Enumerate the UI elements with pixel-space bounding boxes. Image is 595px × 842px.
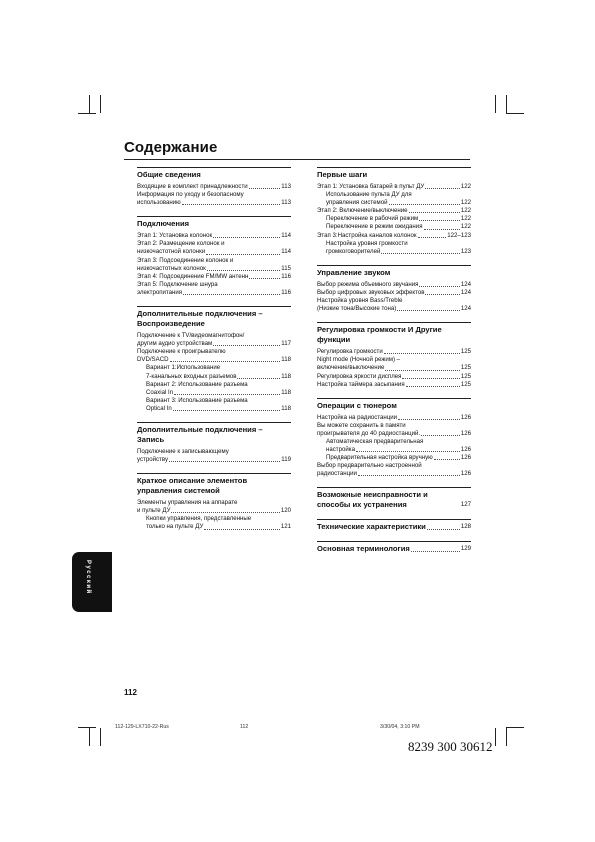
toc-entry-text: Входящие в комплект принадлежности	[137, 183, 248, 190]
toc-page-number: 129	[460, 545, 471, 553]
barcode-number: 8239 300 30612	[408, 739, 493, 754]
toc-section	[317, 487, 471, 510]
toc-entry	[137, 199, 291, 207]
leader-dots	[169, 461, 280, 462]
toc-entry-text: Этап 3:Настройка каналов колонок	[317, 231, 417, 239]
toc-section	[137, 473, 291, 531]
footer-date: 3/30/04, 3:10 PM	[380, 724, 420, 730]
toc-section	[317, 265, 471, 313]
toc-page-number: 124	[460, 305, 471, 313]
toc-entry-text: низкочастотной колонки	[137, 248, 206, 256]
toc-entry	[317, 281, 471, 289]
toc-entry	[137, 273, 291, 281]
toc-entry-text: устройству	[137, 456, 168, 464]
toc-page-number: 123	[460, 247, 471, 255]
leader-dots	[237, 378, 280, 379]
leader-dots	[249, 188, 281, 189]
toc-entry	[137, 265, 291, 273]
toc-entry	[137, 523, 291, 531]
toc-entry-text: радиостанции	[317, 470, 357, 478]
toc-heading-text: Возможные неисправности и способы их устранения	[317, 490, 428, 510]
toc-entry-text: Вы можете сохранить в памяти	[317, 421, 406, 429]
toc-entry-text: Вариант 2: Использование разъема	[146, 380, 248, 388]
toc-section-heading: Краткое описание элементов управления системой	[137, 473, 291, 496]
toc-entry	[317, 348, 471, 356]
leader-dots	[421, 435, 460, 436]
leader-dots	[418, 237, 447, 238]
leader-dots	[409, 212, 460, 213]
toc-entry	[317, 364, 471, 372]
toc-entry-text: Coaxial In	[146, 388, 174, 396]
leader-dots	[170, 361, 281, 362]
toc-entry	[317, 199, 471, 207]
footer-page: 112	[240, 724, 249, 730]
toc-page-number: 126	[460, 446, 471, 454]
leader-dots	[174, 394, 280, 395]
toc-entry	[137, 507, 291, 515]
leader-dots	[419, 220, 460, 221]
toc-page-number: 113	[281, 183, 291, 190]
toc-page-number: 118	[281, 388, 291, 396]
language-tab	[72, 552, 112, 612]
leader-dots	[183, 294, 280, 295]
toc-entry-text: Night mode (Ночной режим) –	[317, 356, 401, 364]
crop-mark	[100, 95, 101, 113]
toc-entry	[317, 297, 471, 305]
toc-entry	[317, 381, 471, 389]
toc-entry-text: Выбор цифровых звуковых эффектов	[317, 288, 425, 296]
toc-entry-text: Подключение к записывающему	[137, 447, 229, 455]
toc-entry	[137, 232, 291, 240]
toc-entry-text: включение/выключение	[317, 364, 385, 372]
toc-page-number: 128	[460, 523, 471, 531]
leader-dots	[384, 353, 460, 354]
toc-entry	[317, 207, 471, 215]
toc-page-number: 114	[281, 232, 291, 240]
toc-entry	[317, 289, 471, 297]
toc-entry-text: Этап 1: Установка батарей в пульт ДУ	[317, 183, 425, 190]
toc-entry	[137, 289, 291, 297]
toc-page-number: 121	[280, 523, 291, 531]
toc-section-heading: Подключения	[137, 216, 291, 229]
toc-entry-text: Вариант 1:Использование	[146, 364, 221, 372]
leader-dots	[385, 370, 459, 371]
toc-entry-text: Выбор предварительно настроенной	[317, 462, 422, 470]
toc-entry-text: настройка	[326, 446, 355, 454]
crop-mark	[89, 728, 90, 746]
toc-entry-text: Переключение в рабочий режим	[326, 215, 419, 223]
toc-page-number: 127	[460, 501, 471, 509]
toc-page-number: 122	[460, 215, 471, 223]
toc-page-number: 125	[460, 380, 471, 388]
crop-mark	[506, 95, 507, 113]
toc-page-number: 122	[460, 183, 471, 190]
toc-entry	[317, 462, 471, 470]
toc-heading-text: Основная терминология	[317, 544, 410, 554]
leader-dots	[389, 204, 460, 205]
toc-page-number: 116	[281, 272, 291, 280]
toc-entry-text: Этап 4: Подсоединение FM/MW антенн	[137, 272, 249, 280]
leader-dots	[419, 286, 459, 287]
toc-entry-text: Выбор режима объемного звучания	[317, 280, 419, 288]
toc-entry-text: Настройка уровня громкости	[326, 239, 408, 247]
toc-entry	[317, 191, 471, 199]
toc-entry	[137, 515, 291, 523]
toc-entry	[317, 430, 471, 438]
toc-entry-text: Вариант 3: Использование разъема	[146, 396, 248, 404]
toc-entry-text: электропитания	[137, 288, 183, 296]
toc-page-number: 125	[460, 372, 471, 380]
toc-section	[137, 167, 291, 207]
leader-dots	[173, 410, 281, 411]
toc-section-heading: Дополнительные подключения – Воспроизведение	[137, 306, 291, 329]
leader-dots	[182, 204, 281, 205]
toc-entry-text: только на пульте ДУ	[146, 523, 204, 531]
toc-entry	[137, 448, 291, 456]
leader-dots	[424, 229, 460, 230]
toc-page-number: 119	[281, 456, 291, 464]
crop-mark	[100, 728, 101, 746]
toc-entry	[317, 232, 471, 240]
toc-entry	[317, 454, 471, 462]
toc-entry-text: проигрывателя до 40 радиостанций.	[317, 429, 421, 437]
toc-page-number: 122	[460, 199, 471, 207]
toc-section-heading: Общие сведения	[137, 167, 291, 180]
toc-entry-text: использованию	[137, 199, 181, 207]
toc-section-heading: Операции с тюнером	[317, 398, 471, 411]
toc-entry-text: управления системой	[326, 199, 388, 207]
crop-mark	[506, 113, 524, 114]
toc-entry-text: Подключение к проигрывателю	[137, 348, 226, 356]
leader-dots	[406, 386, 460, 387]
toc-entry	[317, 240, 471, 248]
toc-section-heading	[317, 541, 471, 554]
leader-dots	[397, 310, 459, 311]
leader-dots	[381, 253, 459, 254]
toc-section	[317, 541, 471, 554]
toc-entry	[137, 183, 291, 191]
toc-entry-text: 7-канальных входных разъемов	[146, 372, 237, 380]
toc-page-number: 124	[460, 288, 471, 296]
leader-dots	[171, 512, 279, 513]
leader-dots	[434, 459, 460, 460]
toc-page-number: 122	[460, 223, 471, 231]
page-title: Содержание	[124, 139, 218, 156]
toc-entry	[317, 223, 471, 231]
leader-dots	[249, 278, 280, 279]
toc-page-number: 116	[281, 288, 291, 296]
toc-entry	[317, 305, 471, 313]
toc-entry	[317, 470, 471, 478]
toc-entry-text: Переключение в режим ожидания	[326, 223, 423, 231]
toc-section-heading: Первые шаги	[317, 167, 471, 180]
toc-heading-text: Технические характеристики	[317, 522, 426, 532]
toc-entry	[137, 389, 291, 397]
toc-entry-text: Регулировка яркости дисплея	[317, 372, 402, 380]
toc-section-heading: Дополнительные подключения – Запись	[137, 422, 291, 445]
page-number: 112	[124, 688, 137, 697]
toc-page-number: 126	[460, 429, 471, 437]
toc-entry-text: Кнопки управления, представленные	[146, 515, 252, 523]
toc-section	[137, 306, 291, 413]
footer-file: 112-129-LX710-22-Rus	[115, 724, 169, 730]
toc-section	[317, 167, 471, 256]
toc-section-heading	[317, 519, 471, 532]
toc-entry-text: Элементы управления на аппарате	[137, 499, 238, 507]
toc-section	[137, 422, 291, 464]
toc-entry	[137, 397, 291, 405]
leader-dots	[213, 237, 280, 238]
toc-entry	[317, 422, 471, 430]
toc-entry	[137, 281, 291, 289]
crop-mark	[495, 728, 496, 746]
leader-dots	[356, 451, 460, 452]
toc-entry	[317, 446, 471, 454]
toc-page-number: 126	[460, 454, 471, 462]
toc-page-number: 125	[460, 364, 471, 372]
toc-entry	[137, 348, 291, 356]
toc-entry	[137, 456, 291, 464]
toc-entry	[137, 240, 291, 248]
toc-section	[317, 398, 471, 479]
crop-mark	[506, 728, 507, 746]
crop-mark	[89, 95, 90, 113]
toc-entry-text: и пульте ДУ	[137, 507, 171, 515]
toc-page-number: 118	[281, 356, 291, 364]
crop-mark	[506, 727, 524, 728]
title-rule	[124, 159, 470, 160]
toc-entry	[137, 364, 291, 372]
toc-entry-text: Этап 1: Установка колонок	[137, 232, 213, 240]
toc-entry-text: Настройка таймера засыпания	[317, 380, 405, 388]
leader-dots	[425, 294, 459, 295]
crop-mark	[495, 95, 496, 113]
toc-page-number: 122–123	[447, 231, 471, 239]
leader-dots	[206, 254, 280, 255]
leader-dots	[358, 475, 460, 476]
leader-dots	[204, 529, 280, 530]
toc-entry	[137, 257, 291, 265]
leader-dots	[402, 378, 459, 379]
toc-entry-text: Автоматическая предварительная	[326, 437, 424, 445]
toc-entry-text: DVD/SACD	[137, 356, 169, 364]
toc-section	[317, 322, 471, 388]
toc-page-number: 117	[281, 340, 291, 348]
toc-left-column	[137, 167, 291, 541]
toc-page-number: 115	[281, 264, 291, 272]
toc-entry-text: Этап 5: Подключение шнура	[137, 280, 218, 288]
toc-entry-text: Optical In	[146, 404, 172, 412]
toc-page-number: 125	[460, 348, 471, 356]
toc-entry	[137, 340, 291, 348]
toc-entry-text: Этап 3: Подсоединение колонок и	[137, 256, 234, 264]
toc-entry	[317, 215, 471, 223]
toc-entry-text: Настройка уровня Bass/Treble	[317, 297, 403, 305]
toc-entry	[317, 356, 471, 364]
toc-page-number: 118	[281, 404, 291, 412]
toc-entry	[137, 191, 291, 199]
leader-dots	[398, 419, 460, 420]
leader-dots	[425, 188, 460, 189]
toc-entry	[317, 183, 471, 191]
toc-entry-text: Этап 2: Размещение колонок и	[137, 240, 225, 248]
toc-entry	[137, 356, 291, 364]
toc-page-number: 120	[280, 507, 291, 515]
toc-entry	[317, 414, 471, 422]
toc-entry-text: Предварительная настройка вручную	[326, 454, 433, 462]
toc-entry	[137, 499, 291, 507]
toc-entry	[317, 438, 471, 446]
toc-page-number: 113	[281, 199, 291, 207]
toc-entry-text: Этап 2: Включение/выключение	[317, 207, 408, 215]
toc-page-number: 124	[460, 280, 471, 288]
leader-dots	[213, 345, 280, 346]
crop-mark	[78, 727, 96, 728]
toc-entry-text: Использование пульта ДУ для	[326, 191, 412, 199]
toc-entry	[137, 248, 291, 256]
toc-entry-text: громкоговорителей	[326, 247, 381, 255]
toc-section	[137, 216, 291, 297]
toc-entry-text: (Низкие тона/Высокие тона)	[317, 305, 397, 313]
toc-section	[317, 519, 471, 532]
toc-entry	[137, 373, 291, 381]
toc-page-number: 126	[460, 413, 471, 421]
leader-dots	[427, 529, 460, 530]
leader-dots	[207, 270, 280, 271]
toc-entry-text: Информация по уходу и безопасному	[137, 191, 244, 199]
toc-right-column	[317, 167, 471, 563]
toc-section-heading: Регулировка громкости И Другие функции	[317, 322, 471, 345]
toc-section-heading	[317, 487, 471, 510]
toc-page-number: 114	[281, 248, 291, 256]
toc-entry	[317, 248, 471, 256]
toc-page-number: 126	[460, 470, 471, 478]
leader-dots	[411, 551, 460, 552]
toc-entry	[137, 405, 291, 413]
toc-entry	[317, 373, 471, 381]
toc-page-number: 122	[460, 207, 471, 215]
toc-entry-text: низкочастотных колонок	[137, 264, 206, 272]
toc-page-number: 118	[281, 372, 291, 380]
language-tab-label: Русский	[85, 560, 91, 595]
toc-entry	[137, 332, 291, 340]
toc-entry-text: Регулировка громкости	[317, 348, 383, 356]
toc-entry	[137, 381, 291, 389]
toc-section-heading: Управление звуком	[317, 265, 471, 278]
crop-mark	[78, 113, 96, 114]
toc-entry-text: Подключение к TV/видеомагнитофон/	[137, 332, 245, 340]
toc-entry-text: Настройка на радиостанции	[317, 413, 398, 421]
toc-entry-text: другим аудио устройствам	[137, 340, 213, 348]
